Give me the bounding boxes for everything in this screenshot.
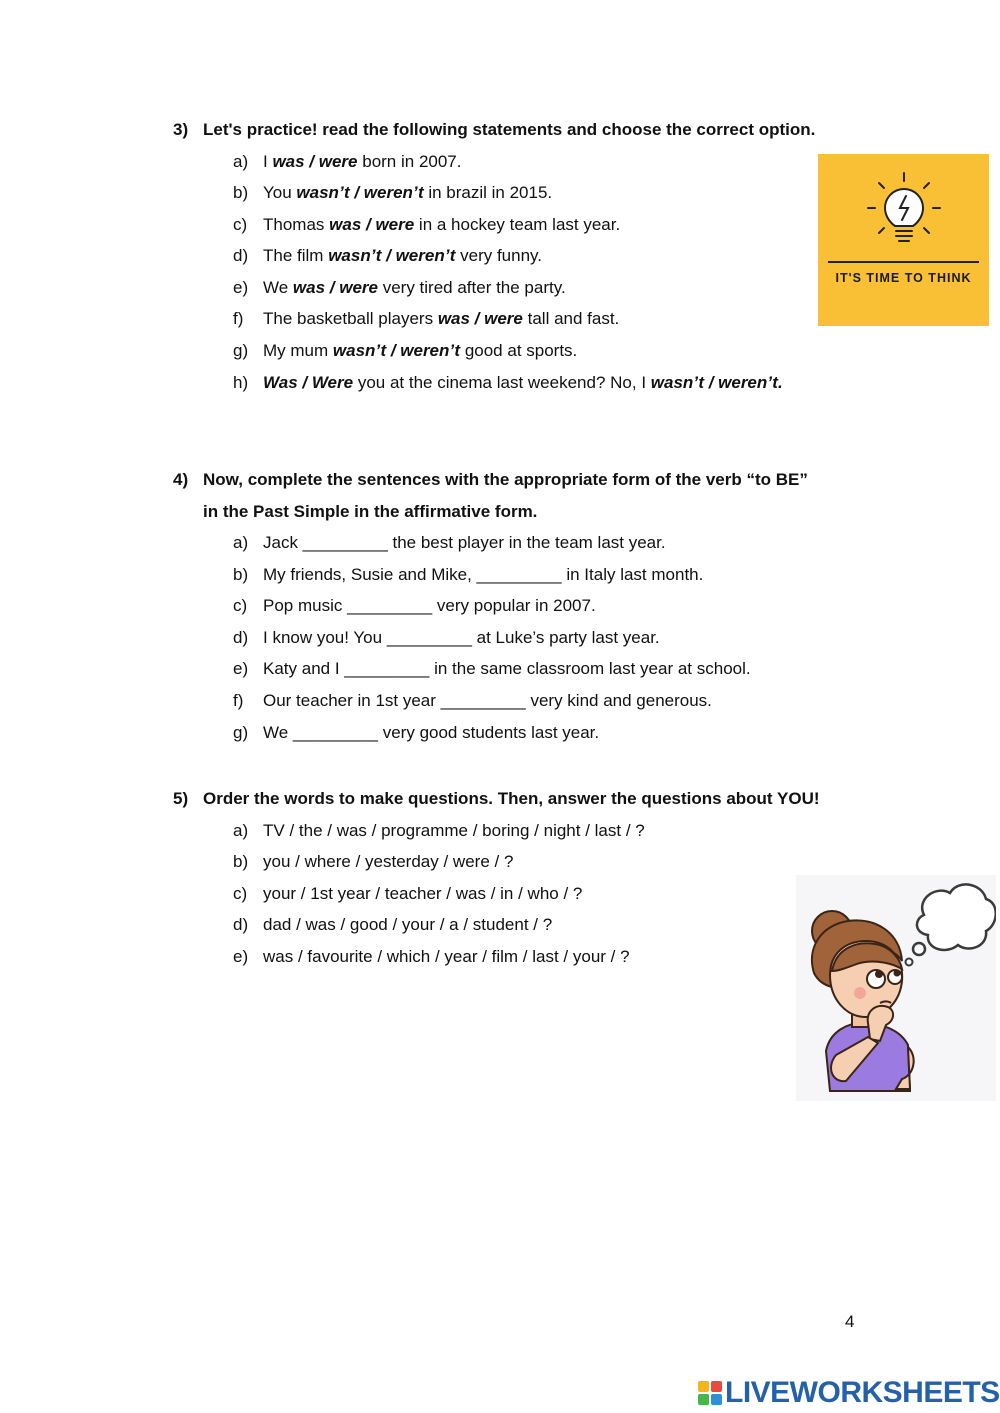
exercise-title: Let's practice! read the following statements and choose the correct option. [203,120,816,139]
exercise-5 [173,783,823,972]
item-text[interactable]: I know you! You _________ at Luke’s party last year. [263,627,660,647]
list-item [173,909,823,941]
item-letter: a) [233,533,249,552]
item-text[interactable]: Our teacher in 1st year _________ very kind and generous. [263,690,712,710]
list-item [173,240,823,272]
exercise-3-list [173,146,823,399]
exercise-4-heading [173,464,823,527]
item-letter: g) [233,341,249,361]
item-text: dad / was / good / your / a / student / ? [263,915,553,935]
text-after: you at the cinema last weekend? No, I [353,372,651,392]
text-before: My mum [263,341,333,361]
choice-option[interactable]: wasn’t / weren’t [328,246,456,266]
exercise-number: 4) [173,470,189,489]
list-item [173,815,823,847]
list-item [173,590,823,622]
list-item [173,303,823,335]
item-text [263,146,461,178]
item-letter: a) [233,820,249,840]
item-letter: e) [233,659,249,679]
list-item [173,177,823,209]
item-text [263,367,783,399]
text-before: I [263,151,273,171]
choice-option[interactable]: was / were [437,309,523,329]
list-item [173,717,823,749]
list-item [173,653,823,685]
list-item [173,559,823,591]
item-letter: d) [233,915,249,935]
text-after: born in 2007. [357,151,462,171]
item-letter: d) [233,246,249,266]
item-text [263,240,542,272]
item-text [263,177,552,209]
text-after: in a hockey team last year. [414,214,621,234]
choice-option-2[interactable]: wasn’t / weren’t. [650,372,783,392]
list-item [173,335,823,367]
exercise-4 [173,464,823,748]
text-before: We [263,277,293,297]
choice-option[interactable]: wasn’t / weren’t [296,183,424,203]
item-letter: d) [233,627,249,647]
list-item [173,209,823,241]
item-letter: g) [233,722,249,742]
list-item [173,846,823,878]
text-before: You [263,183,297,203]
exercise-5-heading [173,783,823,815]
exercise-number: 5) [173,789,189,808]
item-text[interactable]: Jack _________ the best player in the team last year. [263,533,666,552]
think-card [818,154,989,326]
exercise-title: Order the words to make questions. Then, answer the questions about YOU! [203,789,820,808]
liveworksheets-logo [698,1378,1000,1408]
lightbulb-icon [818,154,989,259]
text-before: Thomas [263,214,330,234]
choice-option[interactable]: was / were [292,277,378,297]
text-after: very tired after the party. [377,277,566,297]
exercise-title: Now, complete the sentences with the appropriate form of the verb “to BE” in the Past Simple in the affirmative form. [203,470,808,521]
item-letter: b) [233,564,249,584]
item-text: TV / the / was / programme / boring / night / last / ? [263,820,645,840]
text-after: very funny. [455,246,543,266]
choice-option[interactable]: Was / Were [263,372,354,392]
item-letter: b) [233,852,249,872]
list-item [173,272,823,304]
item-letter: c) [233,883,248,903]
exercise-3 [173,114,823,398]
list-item [173,622,823,654]
item-text: you / where / yesterday / were / ? [263,852,514,872]
text-before: The basketball players [263,309,438,329]
list-item [173,146,823,178]
item-letter: a) [233,151,249,171]
list-item [173,367,823,399]
text-after: tall and fast. [522,309,620,329]
list-item [173,527,823,559]
item-text [263,209,620,241]
item-letter: c) [233,596,248,616]
choice-option[interactable]: was / were [329,214,415,234]
list-item [173,878,823,910]
exercise-3-heading [173,114,823,146]
card-caption: IT'S TIME TO THINK [835,271,972,285]
item-text[interactable]: My friends, Susie and Mike, _________ in Italy last month. [263,564,704,584]
brand-name: LIVEWORKSHEETS [725,1376,1000,1409]
text-after: good at sports. [460,341,578,361]
logo-mark-icon [698,1381,722,1405]
thinking-girl-icon [796,875,996,1101]
page-number: 4 [845,1312,855,1331]
item-text [263,335,577,367]
item-text: was / favourite / which / year / film / last / your / ? [263,946,630,966]
item-text[interactable]: Pop music _________ very popular in 2007. [263,596,596,616]
exercise-4-list [173,527,823,748]
item-text: your / 1st year / teacher / was / in / who / ? [263,883,583,903]
card-divider [828,261,979,263]
item-letter: f) [233,690,244,710]
thinking-girl-illustration [796,875,996,1101]
exercise-5-list [173,815,823,973]
item-letter: f) [233,309,244,329]
item-text [263,303,619,335]
list-item [173,941,823,973]
item-text [263,272,566,304]
choice-option[interactable]: was / were [272,151,358,171]
item-letter: h) [233,372,249,392]
text-after: in brazil in 2015. [423,183,553,203]
item-letter: e) [233,277,249,297]
list-item [173,685,823,717]
item-letter: e) [233,946,249,966]
item-text[interactable]: Katy and I _________ in the same classroom last year at school. [263,659,751,679]
item-letter: b) [233,183,249,203]
item-letter: c) [233,214,248,234]
choice-option[interactable]: wasn’t / weren’t [332,341,461,361]
item-text[interactable]: We _________ very good students last year. [263,722,600,742]
text-before: The film [263,246,329,266]
exercise-number: 3) [173,120,189,139]
